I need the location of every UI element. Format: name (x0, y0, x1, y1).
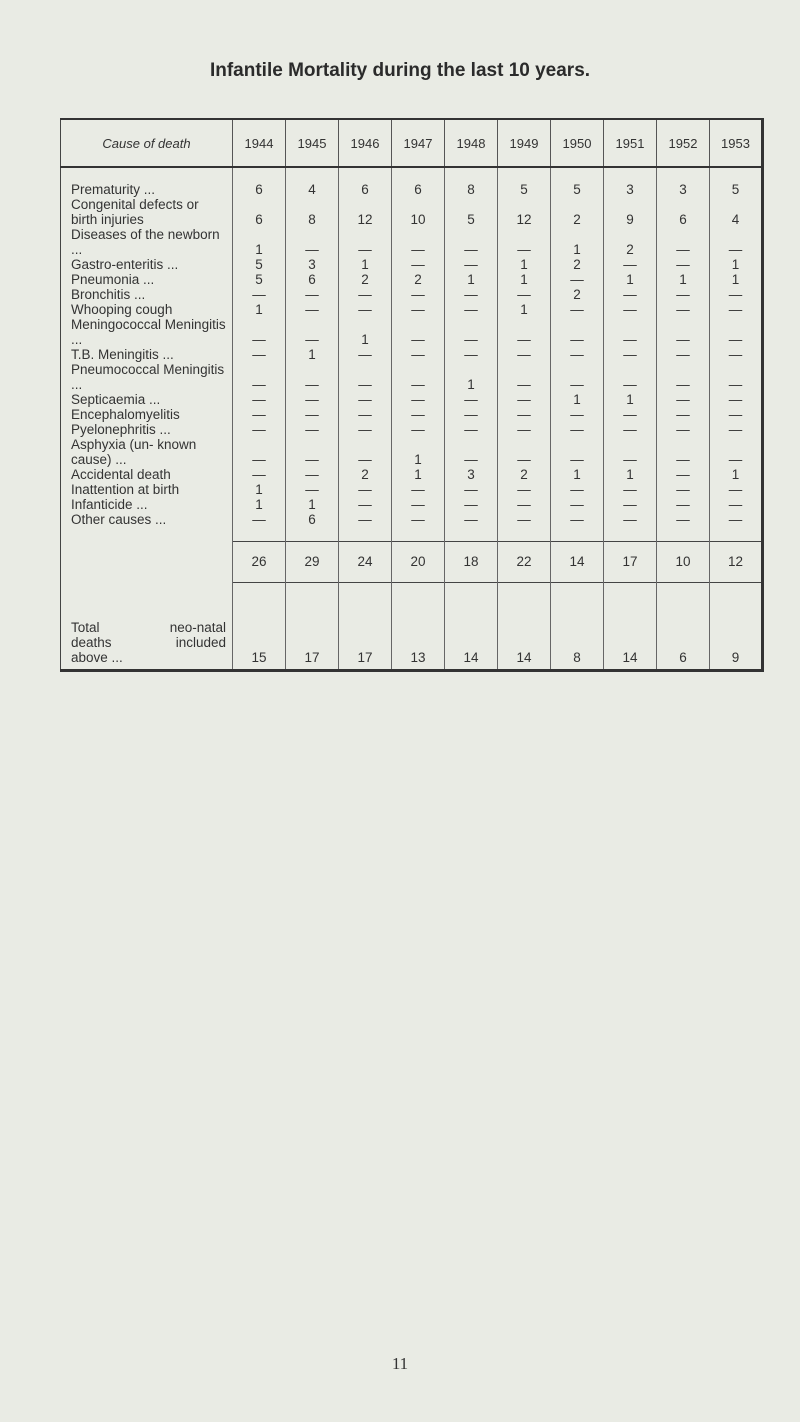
table-cell: 5 (551, 182, 604, 197)
table-cell: 6 (233, 197, 286, 227)
table-row (61, 272, 763, 287)
table-cell: 1 (392, 437, 445, 467)
table-row (61, 317, 763, 347)
table-cell: — (710, 422, 763, 437)
table-cell: — (445, 437, 498, 467)
table-cell: — (339, 482, 392, 497)
table-cell: 1 (233, 482, 286, 497)
table-cell: 4 (286, 182, 339, 197)
table-cell: — (233, 422, 286, 437)
table-cell: 3 (604, 182, 657, 197)
table-cell: — (657, 257, 710, 272)
table-cell: 2 (498, 467, 551, 482)
table-cell: 3 (657, 182, 710, 197)
cause-label: Inattention at birth (71, 482, 180, 497)
neonatal-cell: 9 (710, 583, 763, 671)
neonatal-cell: 15 (233, 583, 286, 671)
year-header: 1950 (551, 119, 604, 167)
table-cell: — (392, 347, 445, 362)
table-row (61, 497, 763, 512)
table-cell: — (551, 347, 604, 362)
table-cell: — (233, 347, 286, 362)
table-cell: — (339, 497, 392, 512)
year-header: 1952 (657, 119, 710, 167)
table-cell: — (498, 437, 551, 467)
cause-label: Congenital defects or birth injuries (71, 197, 199, 227)
table-cell: — (339, 287, 392, 302)
infantile-mortality-table (60, 118, 764, 672)
table-cell: — (233, 437, 286, 467)
table-cell: 10 (392, 197, 445, 227)
table-cell: — (551, 512, 604, 527)
cause-label: Other causes ... (71, 512, 167, 527)
table-cell: — (710, 497, 763, 512)
table-cell: 2 (604, 227, 657, 257)
table-cell: — (392, 287, 445, 302)
table-cell: 1 (657, 272, 710, 287)
table-cell: — (498, 512, 551, 527)
table-cell: — (710, 317, 763, 347)
neonatal-cell: 14 (445, 583, 498, 671)
total-cell: 22 (498, 542, 551, 583)
table-cell: — (339, 227, 392, 257)
table-cell: — (498, 362, 551, 392)
page-title: Infantile Mortality during the last 10 years. (209, 60, 591, 81)
table-cell: — (392, 422, 445, 437)
year-header: 1945 (286, 119, 339, 167)
table-cell: — (392, 512, 445, 527)
cause-label: Prematurity ... (71, 182, 156, 197)
table-cell: — (604, 512, 657, 527)
table-cell: — (392, 497, 445, 512)
neonatal-cell: 8 (551, 583, 604, 671)
neonatal-row (61, 583, 763, 671)
table-cell: — (710, 407, 763, 422)
table-cell: 1 (233, 302, 286, 317)
table-cell: — (498, 392, 551, 407)
table-header-row (61, 119, 763, 167)
table-cell: — (445, 347, 498, 362)
table-cell: — (551, 422, 604, 437)
neonatal-label-line: above ... (71, 650, 123, 665)
table-cell: 9 (604, 197, 657, 227)
neonatal-label-line: deaths included (71, 635, 226, 650)
cause-label: Encephalomyelitis (71, 407, 180, 422)
table-cell: — (604, 422, 657, 437)
table-cell: — (657, 392, 710, 407)
table-cell: — (445, 422, 498, 437)
cause-label: Whooping cough (71, 302, 173, 317)
table-cell: — (392, 227, 445, 257)
table-cell: 1 (604, 272, 657, 287)
table-cell: — (551, 482, 604, 497)
table-cell: — (551, 272, 604, 287)
table-cell: 1 (445, 272, 498, 287)
table-cell: — (392, 482, 445, 497)
neonatal-cell: 14 (604, 583, 657, 671)
table-cell: — (498, 347, 551, 362)
table-cell: 1 (551, 227, 604, 257)
table-cell: — (604, 497, 657, 512)
year-header: 1949 (498, 119, 551, 167)
cause-label: Pyelonephritis ... (71, 422, 171, 437)
table-cell: — (604, 287, 657, 302)
table-cell: 6 (286, 512, 339, 527)
table-cell: — (604, 482, 657, 497)
table-cell: — (604, 362, 657, 392)
table-cell: 5 (233, 257, 286, 272)
cause-label: Bronchitis ... (71, 287, 146, 302)
table-cell: 1 (339, 317, 392, 347)
total-cell: 20 (392, 542, 445, 583)
cause-of-death-header: Cause of death (61, 119, 233, 167)
table-cell: 1 (498, 257, 551, 272)
year-header: 1947 (392, 119, 445, 167)
table-cell: 1 (233, 227, 286, 257)
table-cell: — (445, 317, 498, 347)
table-cell: — (286, 317, 339, 347)
year-header: 1944 (233, 119, 286, 167)
table-cell: 8 (286, 197, 339, 227)
table-cell: — (445, 257, 498, 272)
table-cell: — (286, 422, 339, 437)
table-row (61, 512, 763, 527)
neonatal-label (61, 583, 233, 671)
table-cell: 1 (445, 362, 498, 392)
table-cell: — (233, 392, 286, 407)
table-cell: — (657, 362, 710, 392)
total-cell: 12 (710, 542, 763, 583)
table-cell: — (604, 347, 657, 362)
table-cell: — (286, 302, 339, 317)
table-cell: — (604, 257, 657, 272)
table-cell: 2 (339, 272, 392, 287)
table-cell: 1 (233, 497, 286, 512)
totals-row (61, 542, 763, 583)
neonatal-label-line: Total neo-natal (71, 620, 226, 635)
table-cell: — (445, 512, 498, 527)
table-cell: — (392, 302, 445, 317)
table-cell: 6 (392, 182, 445, 197)
table-cell: — (286, 467, 339, 482)
table-cell: — (657, 437, 710, 467)
cause-label: Pneumonia ... (71, 272, 155, 287)
table-body (61, 167, 763, 671)
table-cell: — (498, 287, 551, 302)
table-cell: 1 (286, 497, 339, 512)
table-cell: 1 (604, 467, 657, 482)
table-cell: 3 (286, 257, 339, 272)
table-row (61, 302, 763, 317)
table-cell: — (657, 497, 710, 512)
table-cell: — (233, 467, 286, 482)
table-cell: — (392, 392, 445, 407)
table-cell: — (604, 317, 657, 347)
table-cell: — (498, 482, 551, 497)
table-cell: 2 (551, 197, 604, 227)
neonatal-cell: 17 (286, 583, 339, 671)
table-cell: — (339, 362, 392, 392)
table-cell: — (233, 287, 286, 302)
table-cell: 1 (498, 302, 551, 317)
table-cell: — (657, 227, 710, 257)
table-cell: — (233, 407, 286, 422)
total-cell: 14 (551, 542, 604, 583)
table-cell: — (551, 407, 604, 422)
table-cell: — (551, 302, 604, 317)
table-cell: — (445, 407, 498, 422)
table-cell: — (498, 317, 551, 347)
cause-label: Pneumococcal Meningitis ... (71, 362, 225, 392)
table-cell: — (710, 437, 763, 467)
table-cell: — (498, 422, 551, 437)
table-cell: — (710, 302, 763, 317)
table-cell: — (339, 512, 392, 527)
table-row (61, 467, 763, 482)
neonatal-cell: 6 (657, 583, 710, 671)
neonatal-cell: 13 (392, 583, 445, 671)
table-row (61, 287, 763, 302)
table-cell: 6 (657, 197, 710, 227)
year-header: 1951 (604, 119, 657, 167)
table-cell: — (339, 347, 392, 362)
table-cell: — (498, 227, 551, 257)
table-cell: 12 (498, 197, 551, 227)
table-cell: — (233, 362, 286, 392)
cause-label: Asphyxia (un- known cause) ... (71, 437, 197, 467)
table-row (61, 227, 763, 257)
table-cell: — (710, 512, 763, 527)
table-cell: 2 (339, 467, 392, 482)
table-cell: — (710, 482, 763, 497)
spacer-row (61, 167, 763, 182)
table-cell: 6 (339, 182, 392, 197)
table-cell: — (498, 407, 551, 422)
table-cell: 12 (339, 197, 392, 227)
table-row (61, 482, 763, 497)
table-row (61, 347, 763, 362)
total-cell: 17 (604, 542, 657, 583)
table-cell: — (604, 437, 657, 467)
table-cell: — (710, 392, 763, 407)
year-header: 1946 (339, 119, 392, 167)
table-cell: — (339, 302, 392, 317)
cause-label: Meningococcal Meningitis ... (71, 317, 226, 347)
year-header: 1953 (710, 119, 763, 167)
table-cell: — (710, 227, 763, 257)
table-cell: — (339, 407, 392, 422)
neonatal-cell: 17 (339, 583, 392, 671)
total-cell: 24 (339, 542, 392, 583)
table-cell: — (657, 422, 710, 437)
table-cell: — (445, 392, 498, 407)
table-row (61, 362, 763, 392)
table-cell: — (604, 302, 657, 317)
table-cell: 5 (710, 182, 763, 197)
year-header: 1948 (445, 119, 498, 167)
table-cell: — (445, 497, 498, 512)
table-cell: — (339, 437, 392, 467)
spacer-row (61, 527, 763, 542)
table-cell: — (392, 317, 445, 347)
table-cell: — (392, 407, 445, 422)
table-row (61, 392, 763, 407)
table-cell: — (339, 422, 392, 437)
table-cell: 1 (551, 392, 604, 407)
total-cell: 29 (286, 542, 339, 583)
table-cell: 2 (551, 257, 604, 272)
table-cell: — (710, 287, 763, 302)
table-cell: — (392, 362, 445, 392)
table-cell: 6 (233, 182, 286, 197)
table-cell: 1 (710, 467, 763, 482)
table-cell: — (551, 437, 604, 467)
table-cell: — (710, 362, 763, 392)
cause-label: T.B. Meningitis ... (71, 347, 174, 362)
table-cell: — (498, 497, 551, 512)
cause-label: Gastro-enteritis ... (71, 257, 179, 272)
table-cell: — (445, 302, 498, 317)
table-cell: — (233, 317, 286, 347)
table-row (61, 422, 763, 437)
table-cell: — (286, 227, 339, 257)
table-cell: — (604, 407, 657, 422)
table-cell: — (286, 362, 339, 392)
table-cell: — (551, 497, 604, 512)
table-cell: — (657, 302, 710, 317)
table-cell: — (657, 287, 710, 302)
table-cell: — (233, 512, 286, 527)
table-cell: — (286, 287, 339, 302)
table-row (61, 182, 763, 197)
table-cell: 1 (498, 272, 551, 287)
table-cell: — (392, 257, 445, 272)
table-cell: — (286, 392, 339, 407)
cause-label: Septicaemia ... (71, 392, 161, 407)
table-cell: — (657, 347, 710, 362)
table-cell: 5 (445, 197, 498, 227)
table-cell: — (445, 482, 498, 497)
table-cell: 2 (551, 287, 604, 302)
cause-label: Accidental death (71, 467, 171, 482)
total-cell: 18 (445, 542, 498, 583)
table-row (61, 197, 763, 227)
table-cell: 1 (339, 257, 392, 272)
table-cell: 1 (710, 272, 763, 287)
table-cell: — (286, 437, 339, 467)
cause-label: Diseases of the newborn ... (71, 227, 220, 257)
table-cell: — (339, 392, 392, 407)
table-cell: 1 (604, 392, 657, 407)
table-cell: — (657, 512, 710, 527)
table-cell: 1 (551, 467, 604, 482)
table-cell: — (445, 227, 498, 257)
table-cell: — (657, 317, 710, 347)
table-cell: 1 (286, 347, 339, 362)
table-cell: 5 (498, 182, 551, 197)
table-cell: — (286, 407, 339, 422)
total-cell: 10 (657, 542, 710, 583)
table-cell: — (551, 362, 604, 392)
cause-label: Infanticide ... (71, 497, 148, 512)
table-row (61, 407, 763, 422)
total-cell: 26 (233, 542, 286, 583)
table-cell: — (657, 407, 710, 422)
table-cell: 4 (710, 197, 763, 227)
neonatal-cell: 14 (498, 583, 551, 671)
table-cell: 1 (710, 257, 763, 272)
table-cell: 8 (445, 182, 498, 197)
table-cell: — (657, 467, 710, 482)
table-cell: 3 (445, 467, 498, 482)
table-cell: 6 (286, 272, 339, 287)
table-cell: — (657, 482, 710, 497)
table-row (61, 437, 763, 467)
table-cell: 5 (233, 272, 286, 287)
table-cell: 2 (392, 272, 445, 287)
table-row (61, 257, 763, 272)
table-cell: — (710, 347, 763, 362)
table-cell: — (445, 287, 498, 302)
table-cell: 1 (392, 467, 445, 482)
page-number: 11 (391, 1354, 409, 1373)
table-cell: — (551, 317, 604, 347)
table-cell: — (286, 482, 339, 497)
